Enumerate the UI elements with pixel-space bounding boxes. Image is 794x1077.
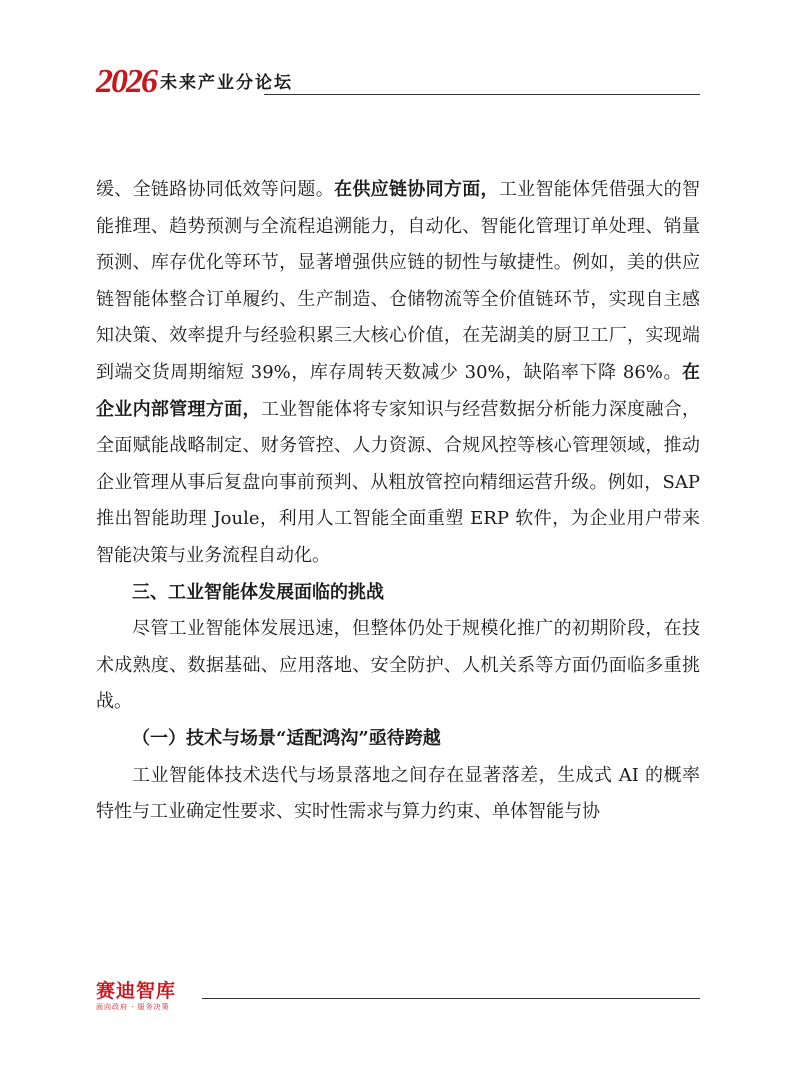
- ccid-think-tank-logo: 赛迪智库: [96, 980, 177, 1002]
- document-body: [96, 172, 700, 831]
- paragraph-text: 工业智能体将专家知识与经营数据分析能力深度融合，全面赋能战略制定、财务管控、人力资源、合规风控等核心管理领域，推动企业管理从事后复盘向事前预判、从粗放管控向精细运营升级。例如，SAP 推出智能助理 Joule，利用人工智能全面重塑 ERP 软件，为企业用户带来智能决策与业务流程自动化。: [96, 398, 700, 566]
- paragraph-challenges-intro: 尽管工业智能体发展迅速，但整体仍处于规模化推广的初期阶段，在技术成熟度、数据基础、应用落地、安全防护、人机关系等方面仍面临多重挑战。: [96, 618, 700, 713]
- page-header: [96, 62, 700, 110]
- paragraph-tech-scene-gap: 工业智能体技术迭代与场景落地之间存在显著落差，生成式 AI 的概率特性与工业确定性要求、实时性需求与算力约束、单体智能与协: [96, 764, 700, 823]
- paragraph-text: 工业智能体凭借强大的智能推理、趋势预测与全流程追溯能力，自动化、智能化管理订单处理、销量预测、库存优化等环节，显著增强供应链的韧性与敏捷性。例如，美的供应链智能体整合订单履约、生产制造、仓储物流等全价值链环节，实现自主感知决策、效率提升与经验积累三大核心价值，在芜湖美的厨卫工厂，实现端到端交货周期缩短 39%，库存周转天数减少 30%，缺陷率下降 86%。: [96, 179, 700, 383]
- forum-title: 未来产业分论坛: [160, 73, 293, 93]
- paragraph-text: 缓、全链路协同低效等问题。: [96, 179, 335, 200]
- bold-phrase-internal-management: 在企业内部管理方面，: [96, 361, 700, 420]
- forum-year-logo: 2026: [96, 63, 156, 100]
- subsection-heading-tech-scene-gap: （一）技术与场景“适配鸿沟”亟待跨越: [132, 727, 441, 749]
- footer-slogan: 面向政府 · 服务决策: [96, 1003, 170, 1011]
- footer-divider: [202, 998, 700, 999]
- section-heading-challenges: 三、工业智能体发展面临的挑战: [132, 581, 384, 603]
- header-divider: [264, 94, 700, 95]
- page-footer: [96, 980, 700, 1020]
- bold-phrase-supply-chain: 在供应链协同方面，: [334, 179, 499, 200]
- paragraph-supply-chain-and-management: [96, 172, 700, 575]
